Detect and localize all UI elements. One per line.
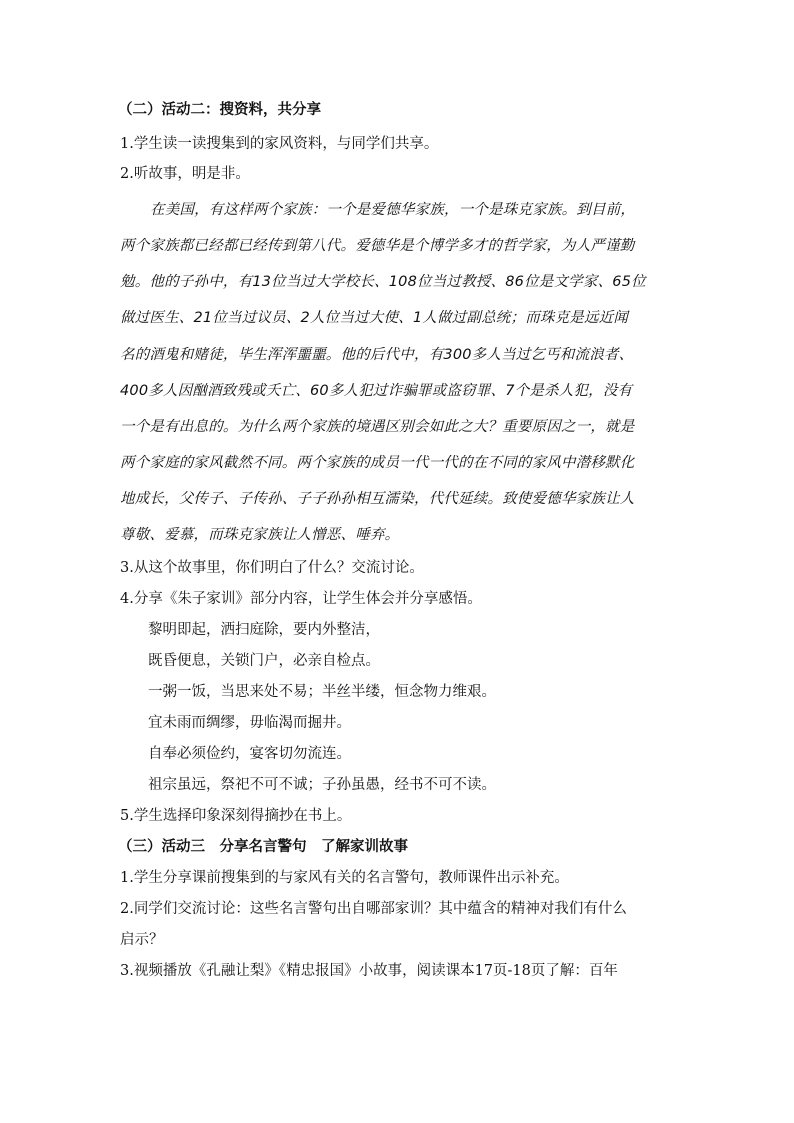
poem-line-1: 黎明即起，洒扫庭除，要内外整洁， [148,622,380,638]
section-3-heading: （三）活动三 分享名言警句 了解家训故事 [118,838,408,855]
section-2-item-4: 4.分享《朱子家训》部分内容，让学生体会并分享感悟。 [120,591,482,607]
section-2-item-2: 2.听故事，明是非。 [120,166,250,182]
story-line-9: 地成长，父传子、子传孙、子子孙孙相互濡染，代代延续。致使爱德华家族让人 [120,491,635,507]
poem-line-4: 宜未雨而绸缪，毋临渴而掘井。 [148,715,351,731]
poem-line-6: 祖宗虽远，祭祀不可不诚；子孙虽愚，经书不可不读。 [148,777,496,793]
poem-line-5: 自奉必须俭约，宴客切勿流连。 [148,746,351,762]
poem-line-3: 一粥一饭，当思来处不易；半丝半缕，恒念物力维艰。 [148,684,496,700]
section-2-item-5: 5.学生选择印象深刻得摘抄在书上。 [120,808,352,824]
story-line-10: 尊敬、爱慕，而珠克家族让人憎恶、唾弃。 [120,527,400,543]
section-3-item-2-cont: 启示？ [120,932,164,948]
section-2-item-3: 3.从这个故事里，你们明白了什么？交流讨论。 [120,560,424,576]
section-3-item-2: 2.同学们交流讨论：这些名言警句出自哪部家训？其中蕴含的精神对我们有什么 [120,901,627,917]
section-3-item-3: 3.视频播放《孔融让梨》《精忠报国》小故事，阅读课本17页-18页了解：百年 [120,963,618,979]
section-2-heading: （二）活动二：搜资料，共分享 [118,101,321,118]
section-3-item-1: 1.学生分享课前搜集到的与家风有关的名言警句，教师课件出示补充。 [120,870,569,886]
story-line-6: 400多人因酗酒致残或夭亡、60多人犯过诈骗罪或盗窃罪、7个是杀人犯，没有 [120,383,633,399]
story-line-4: 做过医生、21位当过议员、2人位当过大使、1人做过副总统；而珠克是远近闻 [120,310,629,326]
story-line-1: 在美国，有这样两个家族：一个是爱德华家族，一个是珠克家族。到目前， [150,202,636,218]
story-line-3: 勉。他的子孙中，有13位当过大学校长、108位当过教授、86位是文学家、65位 [120,274,646,290]
story-line-5: 名的酒鬼和赌徒，毕生浑浑噩噩。他的后代中，有300多人当过乞丐和流浪者、 [120,347,634,363]
story-line-7: 一个是有出息的。为什么两个家族的境遇区别会如此之大？重要原因之一，就是 [120,419,635,435]
section-2-item-1: 1.学生读一读搜集到的家风资料，与同学们共享。 [120,136,439,152]
story-line-8: 两个家庭的家风截然不同。两个家族的成员一代一代的在不同的家风中潜移默化 [120,455,635,471]
poem-line-2: 既昏便息，关锁门户，必亲自检点。 [148,653,380,669]
story-line-2: 两个家族都已经都已经传到第八代。爱德华是个博学多才的哲学家，为人严谨勤 [120,238,635,254]
